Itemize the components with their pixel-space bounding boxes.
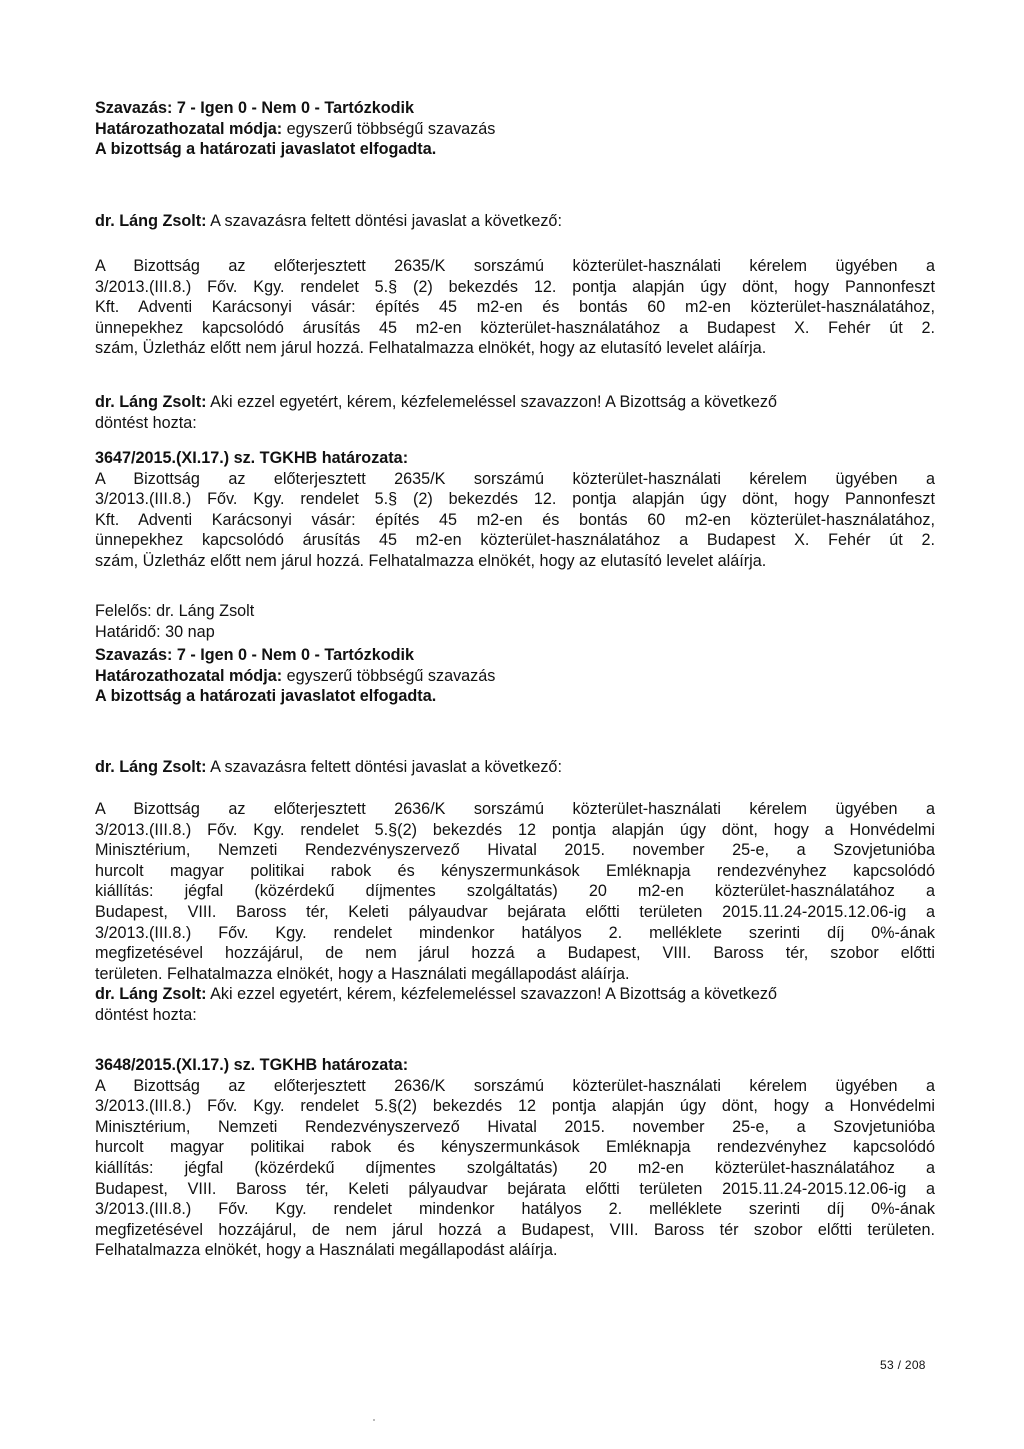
resolution-title: 3647/2015.(XI.17.) sz. TGKHB határozata:	[95, 449, 409, 467]
vote-result: Szavazás: 7 - Igen 0 - Nem 0 - Tartózkodik	[95, 99, 415, 117]
proposal-text-2: A Bizottság az előterjesztett 2636/K sorszámú közterület-használati kérelem ügyében a 3/2013.(III.8.) Főv. Kgy. rendelet 5.§(2) bekezdés 12 pontja alapján úgy dönt, hogy a Honvédelmi Minisztérium, Nemzeti Rendezvényszervező Hivatal 2015. november 25-e, a Szovjetunióba hurcolt magyar politikai rabok és kényszermunkások Emléknapja rendezvényhez kapcsolódó kiállítás: jégfal (közérdekű díjmentes szolgáltatás) 20 m2-en közterület-használatához a Budapest, VIII. Baross tér, Keleti pályaudvar bejárata előtti területen 2015.11.24-2015.12.06-ig a 3/2013.(III.8.) Főv. Kgy. rendelet mindenkor hatályos 2. melléklete szerinti díj 0%-ának megfizetésével hozzájárul, de nem járul hozzá a Budapest, VIII. Baross tér, szobor előtti területen. Felhatalmazza elnökét, hogy a Használati megállapodást aláírja.	[95, 800, 935, 983]
proposal-intro-1: dr. Láng Zsolt: A szavazásra feltett döntési javaslat a következő:	[95, 212, 562, 230]
responsible-deadline	[95, 601, 935, 642]
responsible: Felelős: dr. Láng Zsolt	[95, 602, 255, 620]
resolution-2: 3648/2015.(XI.17.) sz. TGKHB határozata: A Bizottság az előterjesztett 2636/K sorszámú közterület-használati kérelem ügyében a 3/2013.(III.8.) Főv. Kgy. rendelet 5.§(2) bekezdés 12 pontja alapján úgy dönt, hogy a Honvédelmi Minisztérium, Nemzeti Rendezvényszervező Hivatal 2015. november 25-e, a Szovjetunióba hurcolt magyar politikai rabok és kényszermunkások Emléknapja rendezvényhez kapcsolódó kiállítás: jégfal (közérdekű díjmentes szolgáltatás) 20 m2-en közterület-használatához a Budapest, VIII. Baross tér, Keleti pályaudvar bejárata előtti területen 2015.11.24-2015.12.06-ig a 3/2013.(III.8.) Főv. Kgy. rendelet mindenkor hatályos 2. melléklete szerinti díj 0%-ának megfizetésével hozzájárul, de nem járul hozzá a Budapest, VIII. Baross tér szobor előtti területen. Felhatalmazza elnökét, hogy a Használati megállapodást aláírja.	[95, 1056, 935, 1260]
vote-method: Határozathozatal módja: egyszerű többségű szavazás	[95, 119, 496, 138]
vote-call-1: dr. Láng Zsolt: Aki ezzel egyetért, kérem, kézfelemeléssel szavazzon! A Bizottság a következő döntést hozta:	[95, 393, 777, 432]
vote-call-2: dr. Láng Zsolt: Aki ezzel egyetért, kérem, kézfelemeléssel szavazzon! A Bizottság a következő döntést hozta:	[95, 985, 777, 1024]
speaker-name: dr. Láng Zsolt:	[95, 985, 207, 1003]
vote-block-2	[95, 645, 935, 707]
vote-result: Szavazás: 7 - Igen 0 - Nem 0 - Tartózkodik	[95, 646, 415, 664]
scan-speck	[373, 1419, 375, 1421]
vote-accepted: A bizottság a határozati javaslatot elfogadta.	[95, 140, 437, 159]
resolution-1: 3647/2015.(XI.17.) sz. TGKHB határozata: A Bizottság az előterjesztett 2635/K sorszámú közterület-használati kérelem ügyében a 3/2013.(III.8.) Főv. Kgy. rendelet 5.§ (2) bekezdés 12. pontja alapján úgy dönt, hogy Pannonfeszt Kft. Adventi Karácsonyi vásár: építés 45 m2-en és bontás 60 m2-en közterület-használatához, ünnepekhez kapcsolódó árusítás 45 m2-en közterület-használatához a Budapest X. Fehér út 2. szám, Üzletház előtt nem járul hozzá. Felhatalmazza elnökét, hogy az elutasító levelet aláírja.	[95, 449, 935, 570]
speaker-name: dr. Láng Zsolt:	[95, 758, 207, 776]
speaker-name: dr. Láng Zsolt:	[95, 212, 207, 230]
vote-accepted: A bizottság a határozati javaslatot elfogadta.	[95, 687, 437, 706]
resolution-title: 3648/2015.(XI.17.) sz. TGKHB határozata:	[95, 1056, 409, 1074]
speaker-name: dr. Láng Zsolt:	[95, 393, 207, 411]
page-number: 53 / 208	[880, 1358, 926, 1372]
proposal-intro-2: dr. Láng Zsolt: A szavazásra feltett döntési javaslat a következő:	[95, 758, 562, 776]
proposal-text-1: A Bizottság az előterjesztett 2635/K sorszámú közterület-használati kérelem ügyében a 3/2013.(III.8.) Főv. Kgy. rendelet 5.§ (2) bekezdés 12. pontja alapján úgy dönt, hogy Pannonfeszt Kft. Adventi Karácsonyi vásár: építés 45 m2-en és bontás 60 m2-en közterület-használatához, ünnepekhez kapcsolódó árusítás 45 m2-en közterület-használatához a Budapest X. Fehér út 2. szám, Üzletház előtt nem járul hozzá. Felhatalmazza elnökét, hogy az elutasító levelet aláírja.	[95, 257, 935, 358]
vote-method: Határozathozatal módja: egyszerű többségű szavazás	[95, 666, 496, 685]
deadline: Határidő: 30 nap	[95, 622, 215, 641]
vote-block-1	[95, 98, 935, 160]
